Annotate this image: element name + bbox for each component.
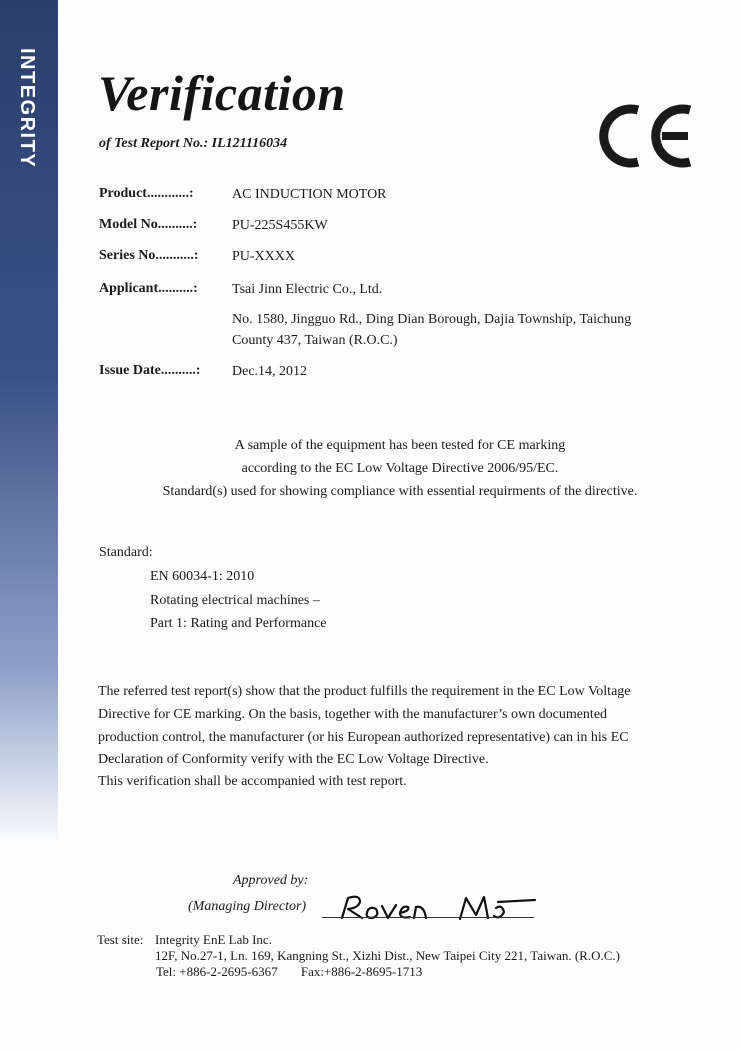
handwritten-signature [330,888,540,926]
statement-line: Standard(s) used for showing compliance with essential requirments of the directive. [162,484,638,499]
ce-mark-icon [598,100,698,172]
standard-line: Part 1: Rating and Performance [150,616,327,631]
integrity-brand-text: INTEGRITY [16,48,38,169]
conclusion-line: This verification shall be accompanied with test report. [98,774,407,789]
product-label: Product............: [99,186,194,201]
conclusion-line: production control, the manufacturer (or his European authorized representative) can in his EC [98,730,629,745]
statement-line: according to the EC Low Voltage Directive 2006/95/EC. [241,461,559,476]
model-label: Model No..........: [99,217,198,232]
product-value: AC INDUCTION MOTOR [232,187,387,202]
test-site-address: 12F, No.27-1, Ln. 169, Kangning St., Xizhi Dist., New Taipei City 221, Taiwan. (R.O.C.) [155,948,620,963]
issue-date-value: Dec.14, 2012 [232,364,308,379]
standard-line: Rotating electrical machines – [150,593,320,608]
series-value: PU-XXXX [232,249,295,264]
conclusion-line: The referred test report(s) show that the product fulfills the requirement in the EC Low Voltage [98,684,631,699]
conclusion-line: Declaration of Conformity verify with the EC Low Voltage Directive. [98,752,489,767]
report-number: of Test Report No.: IL121116034 [99,136,288,151]
conclusion-line: Directive for CE marking. On the basis, together with the manufacturer’s own documented [98,707,608,722]
applicant-address-line: No. 1580, Jingguo Rd., Ding Dian Borough, Dajia Township, Taichung [232,312,632,327]
signature-line [322,917,534,918]
test-site-contact [156,964,442,980]
test-site-label: Test site: [97,932,144,947]
model-value: PU-225S455KW [232,218,328,233]
test-site-name: Integrity EnE Lab Inc. [155,932,272,947]
document-title: Verification [98,65,346,121]
telephone-number: Tel: +886-2-2695-6367 [156,964,278,979]
standard-heading: Standard: [99,545,153,560]
applicant-address-line: County 437, Taiwan (R.O.C.) [232,333,398,348]
applicant-label: Applicant..........: [99,281,198,296]
issue-date-label: Issue Date..........: [99,363,201,378]
fax-number: Fax:+886-2-8695-1713 [300,964,423,979]
approved-by-label: Approved by: [233,873,309,888]
series-label: Series No...........: [99,248,199,263]
applicant-value: Tsai Jinn Electric Co., Ltd. [232,282,383,297]
integrity-sidebar-band [0,0,58,840]
statement-line: A sample of the equipment has been tested for CE marking [234,438,566,453]
standard-line: EN 60034-1: 2010 [150,569,255,584]
managing-director-label: (Managing Director) [188,899,307,914]
